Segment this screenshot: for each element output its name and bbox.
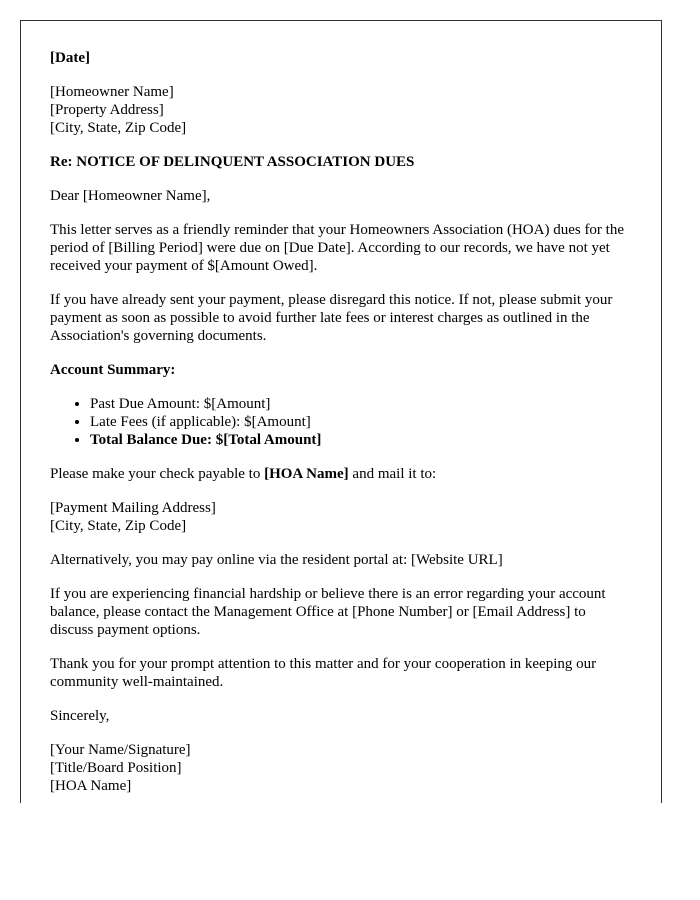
signature-block [50, 741, 632, 795]
date: [Date] [50, 50, 90, 66]
payable-text-end: and mail it to: [348, 466, 437, 482]
signature-hoa: [HOA Name] [50, 778, 132, 794]
mailing-address [50, 499, 632, 535]
paragraph-payable [50, 465, 632, 483]
list-item-total [90, 431, 632, 449]
paragraph-online: Alternatively, you may pay online via the resident portal at: [Website URL] [50, 552, 503, 568]
recipient-street: [Property Address] [50, 102, 164, 118]
mailing-street: [Payment Mailing Address] [50, 500, 216, 516]
payable-hoa-name: [HOA Name] [264, 466, 349, 482]
recipient-address [50, 83, 632, 137]
signature-name: [Your Name/Signature] [50, 742, 191, 758]
recipient-city: [City, State, Zip Code] [50, 120, 187, 136]
list-item: • Past Due Amount: $[Amount] [90, 395, 632, 413]
salutation: Dear [Homeowner Name], [50, 188, 211, 204]
payable-text: Please make your check payable to [50, 466, 265, 482]
paragraph-thanks: Thank you for your prompt attention to this matter and for your cooperation in keeping our community well-maintained. [50, 656, 597, 690]
paragraph-reminder: This letter serves as a friendly reminder that your Homeowners Association (HOA) dues for the period of [Billing Period] were due on [Due Date]. According to our records, we have not yet received your payment of $[Amount Owed]. [50, 222, 625, 274]
total-balance: Total Balance Due: $[Total Amount] [90, 432, 322, 448]
recipient-name: [Homeowner Name] [50, 84, 174, 100]
paragraph-disregard: If you have already sent your payment, please disregard this notice. If not, please submit your payment as soon as possible to avoid further late fees or interest charges as outlined in the Association's governing documents. [50, 292, 613, 344]
list-item: • Late Fees (if applicable): $[Amount] [90, 413, 632, 431]
account-summary-heading: Account Summary: [50, 362, 176, 378]
letter [20, 20, 662, 803]
account-summary-list [50, 395, 632, 449]
closing: Sincerely, [50, 708, 110, 724]
signature-title: [Title/Board Position] [50, 760, 182, 776]
mailing-city: [City, State, Zip Code] [50, 518, 187, 534]
paragraph-hardship: If you are experiencing financial hardship or believe there is an error regarding your account balance, please contact the Management Office at [Phone Number] or [Email Address] to discuss payment options. [50, 586, 606, 638]
subject-line: Re: NOTICE OF DELINQUENT ASSOCIATION DUES [50, 154, 415, 170]
